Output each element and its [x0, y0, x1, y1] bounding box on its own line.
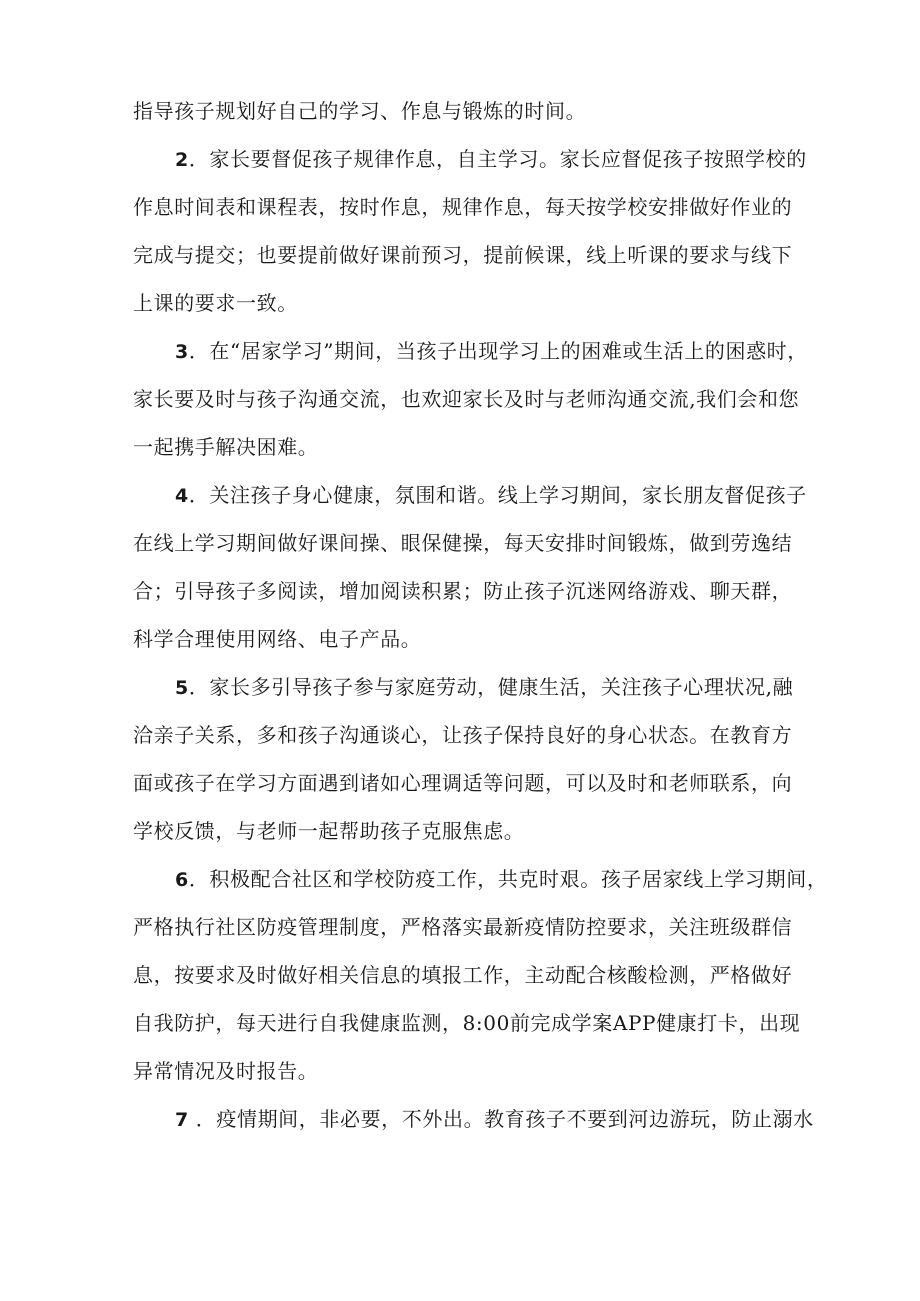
item-number: 4	[175, 485, 189, 507]
item-number: 6	[175, 869, 189, 891]
list-item-7	[133, 1104, 814, 1134]
item-text: ．积极配合社区和学校防疫工作，共克时艰。孩子居家线上学习期间，	[188, 867, 828, 891]
item-5-line-1	[133, 672, 793, 702]
item-number: 5	[175, 677, 189, 699]
item-2-line-3: 完成与提交；也要提前做好课前预习，提前候课，线上听课的要求与线下	[133, 243, 793, 267]
item-2-line-4: 上课的要求一致。	[133, 291, 298, 315]
item-number: 3	[175, 341, 189, 363]
item-6-line-1	[133, 864, 828, 894]
item-5-line-3: 面或孩子在学习方面遇到诸如心理调适等问题，可以及时和老师联系，向	[133, 771, 793, 795]
item-5-line-4: 学校反馈，与老师一起帮助孩子克服焦虑。	[133, 819, 525, 843]
item-text: ．家长多引导孩子参与家庭劳动，健康生活，关注孩子心理状况,融	[188, 675, 794, 699]
item-5-line-2: 洽亲子关系，多和孩子沟通谈心，让孩子保持良好的身心状态。在教育方	[133, 723, 793, 747]
item-4-line-2: 在线上学习期间做好课间操、眼保健操，每天安排时间锻炼，做到劳逸结	[133, 531, 793, 555]
item-6-line-2: 严格执行社区防疫管理制度，严格落实最新疫情防控要求，关注班级群信	[133, 915, 793, 939]
item-6-line-4: 自我防护，每天进行自我健康监测，8:00前完成学案APP健康打卡，出现	[133, 1011, 801, 1035]
item-3-line-2: 家长要及时与孩子沟通交流，也欢迎家长及时与老师沟通交流,我们会和您	[133, 387, 800, 411]
item-2-line-1	[133, 144, 807, 174]
item-6-line-3: 息，按要求及时做好相关信息的填报工作，主动配合核酸检测，严格做好	[133, 963, 793, 987]
document-page	[133, 96, 828, 1152]
item-2-line-2: 作息时间表和课程表，按时作息，规律作息，每天按学校安排做好作业的	[133, 195, 793, 219]
list-item-5	[133, 672, 793, 846]
item-4-line-1	[133, 480, 807, 510]
item-text: ．家长要督促孩子规律作息，自主学习。家长应督促孩子按照学校的	[188, 147, 807, 171]
item-text: ．关注孩子身心健康，氛围和谐。线上学习期间，家长朋友督促孩子	[188, 483, 807, 507]
item-3-line-1	[133, 336, 808, 366]
item-3-line-3: 一起携手解决困难。	[133, 435, 319, 459]
item-number: 2	[175, 149, 189, 171]
list-item-6	[133, 864, 828, 1086]
item-4-line-3: 合；引导孩子多阅读，增加阅读积累；防止孩子沉迷网络游戏、聊天群，	[133, 579, 793, 603]
item-number: 7	[175, 1109, 189, 1131]
item-6-line-5: 异常情况及时报告。	[133, 1059, 319, 1083]
item-text: ．疫情期间，非必要，不外出。教育孩子不要到河边游玩，防止溺水	[188, 1107, 814, 1131]
item-text: ．在“居家学习”期间，当孩子出现学习上的困难或生活上的困惑时，	[188, 339, 808, 363]
item-7-line-1	[133, 1104, 814, 1134]
list-item-3	[133, 336, 808, 462]
list-item-2	[133, 144, 807, 318]
intro-line: 指导孩子规划好自己的学习、作息与锻炼的时间。	[133, 99, 587, 123]
item-4-line-4: 科学合理使用网络、电子产品。	[133, 627, 422, 651]
list-item-4	[133, 480, 807, 654]
